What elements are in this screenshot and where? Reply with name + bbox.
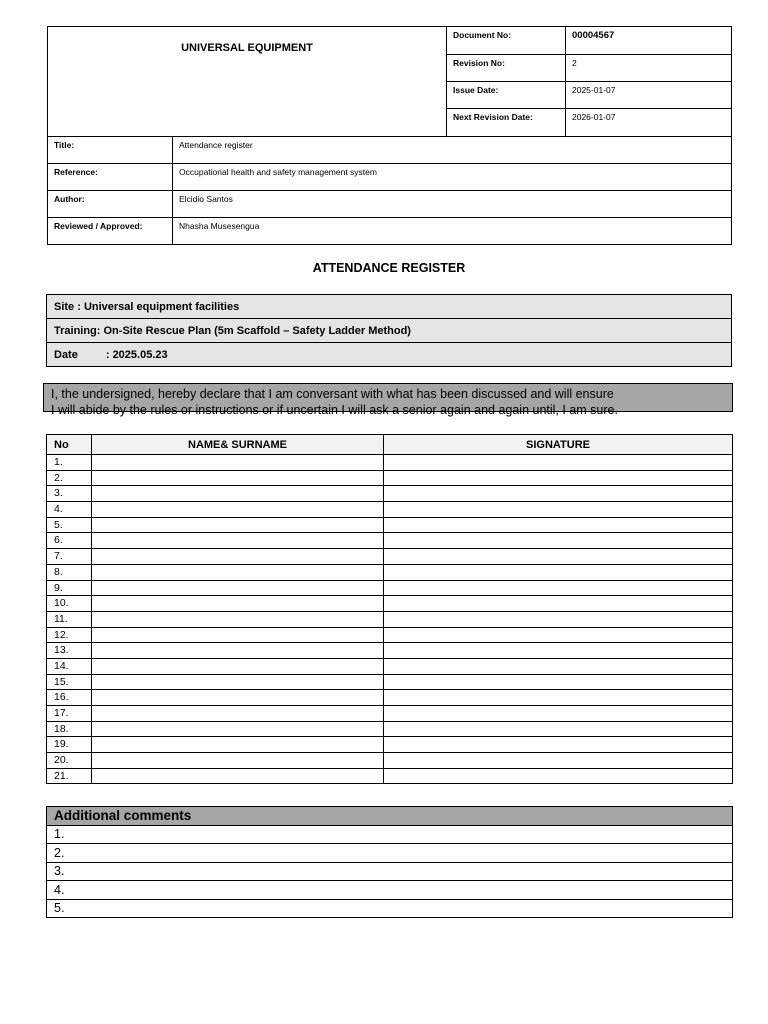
reviewed-label: Reviewed / Approved: [48,218,173,245]
training-line: Training: On-Site Rescue Plan (5m Scaffold – Safety Ladder Method) [47,319,732,343]
name-surname-cell[interactable] [92,549,384,565]
col-header-signature: SIGNATURE [384,435,733,455]
table-row [47,611,733,627]
row-number: 11. [47,611,92,627]
name-surname-cell[interactable] [92,721,384,737]
col-header-no: No [47,435,92,455]
signature-cell[interactable] [384,690,733,706]
comment-row [47,899,733,918]
name-surname-cell[interactable] [92,753,384,769]
date-label: Date [54,348,78,361]
attendance-header-row [47,435,733,455]
comments-table [46,806,733,918]
issue-date-value: 2025-01-07 [566,82,732,109]
site-line: Site : Universal equipment facilities [47,295,732,319]
signature-cell[interactable] [384,706,733,722]
name-surname-cell[interactable] [92,580,384,596]
name-surname-cell[interactable] [92,627,384,643]
row-number: 6. [47,533,92,549]
row-number: 12. [47,627,92,643]
next-revision-value: 2026-01-07 [566,109,732,137]
signature-cell[interactable] [384,470,733,486]
row-number: 2. [47,470,92,486]
row-number: 7. [47,549,92,565]
name-surname-cell[interactable] [92,611,384,627]
reference-label: Reference: [48,164,173,191]
signature-cell[interactable] [384,737,733,753]
row-number: 14. [47,658,92,674]
row-number: 19. [47,737,92,753]
table-row [47,706,733,722]
name-surname-cell[interactable] [92,596,384,612]
next-revision-label: Next Revision Date: [447,109,566,137]
signature-cell[interactable] [384,596,733,612]
table-row [47,533,733,549]
table-row [47,753,733,769]
document-no-value: 00004567 [566,27,732,55]
table-row [47,486,733,502]
signature-cell[interactable] [384,721,733,737]
comment-row [47,844,733,863]
row-number: 18. [47,721,92,737]
document-no-label: Document No: [447,27,566,55]
signature-cell[interactable] [384,643,733,659]
name-surname-cell[interactable] [92,643,384,659]
row-number: 10. [47,596,92,612]
training-info [46,294,732,367]
name-surname-cell[interactable] [92,470,384,486]
register-title: ATTENDANCE REGISTER [312,261,466,275]
signature-cell[interactable] [384,768,733,784]
attendance-table [46,434,733,784]
table-row [47,627,733,643]
name-surname-cell[interactable] [92,674,384,690]
issue-date-label: Issue Date: [447,82,566,109]
signature-cell[interactable] [384,674,733,690]
signature-cell[interactable] [384,753,733,769]
name-surname-cell[interactable] [92,737,384,753]
revision-no-value: 2 [566,55,732,82]
table-row [47,596,733,612]
table-row [47,658,733,674]
table-row [47,502,733,518]
name-surname-cell[interactable] [92,768,384,784]
table-row [47,564,733,580]
revision-no-label: Revision No: [447,55,566,82]
row-number: 9. [47,580,92,596]
table-row [47,721,733,737]
comment-row [47,881,733,900]
signature-cell[interactable] [384,627,733,643]
comment-row [47,825,733,844]
name-surname-cell[interactable] [92,533,384,549]
row-number: 20. [47,753,92,769]
table-row [47,643,733,659]
declaration-line-1: I, the undersigned, hereby declare that I am conversant with what has been discussed and will ensure [51,387,614,401]
reference-value: Occupational health and safety management system [173,164,732,191]
table-row [47,737,733,753]
table-row [47,549,733,565]
comments-heading: Additional comments [47,807,733,826]
table-row [47,517,733,533]
name-surname-cell[interactable] [92,517,384,533]
signature-cell[interactable] [384,658,733,674]
date-value: : 2025.05.23 [105,348,168,361]
row-number: 13. [47,643,92,659]
title-value: Attendance register [173,137,732,164]
table-row [47,455,733,471]
signature-cell[interactable] [384,517,733,533]
row-number: 3. [47,486,92,502]
declaration-line-2: I will abide by the rules or instructions or if uncertain I will ask a senior again and again until, I am sure. [51,403,618,417]
row-number: 8. [47,564,92,580]
name-surname-cell[interactable] [92,455,384,471]
signature-cell[interactable] [384,611,733,627]
reviewed-value: Nhasha Musesengua [173,218,732,245]
author-value: Elcidio Santos [173,191,732,218]
name-surname-cell[interactable] [92,658,384,674]
name-surname-cell[interactable] [92,564,384,580]
declaration-box [43,383,733,417]
table-row [47,580,733,596]
col-header-name: NAME& SURNAME [92,435,384,455]
signature-cell[interactable] [384,455,733,471]
table-row [47,768,733,784]
name-surname-cell[interactable] [92,486,384,502]
comment-cell[interactable]: 4. [47,881,733,900]
row-number: 1. [47,455,92,471]
row-number: 17. [47,706,92,722]
row-number: 21. [47,768,92,784]
author-label: Author: [48,191,173,218]
name-surname-cell[interactable] [92,706,384,722]
table-row [47,690,733,706]
row-number: 5. [47,517,92,533]
name-surname-cell[interactable] [92,690,384,706]
title-label: Title: [48,137,173,164]
company-name: UNIVERSAL EQUIPMENT [48,27,447,137]
date-line [47,343,732,367]
signature-cell[interactable] [384,533,733,549]
comment-cell[interactable]: 1. [47,825,733,844]
comment-cell[interactable]: 3. [47,862,733,881]
signature-cell[interactable] [384,549,733,565]
signature-cell[interactable] [384,502,733,518]
row-number: 15. [47,674,92,690]
signature-cell[interactable] [384,564,733,580]
document-header [47,26,732,245]
row-number: 4. [47,502,92,518]
signature-cell[interactable] [384,486,733,502]
comment-row [47,862,733,881]
table-row [47,674,733,690]
table-row [47,470,733,486]
comments-header-row [47,807,733,826]
name-surname-cell[interactable] [92,502,384,518]
comment-cell[interactable]: 5. [47,899,733,918]
comment-cell[interactable]: 2. [47,844,733,863]
signature-cell[interactable] [384,580,733,596]
row-number: 16. [47,690,92,706]
